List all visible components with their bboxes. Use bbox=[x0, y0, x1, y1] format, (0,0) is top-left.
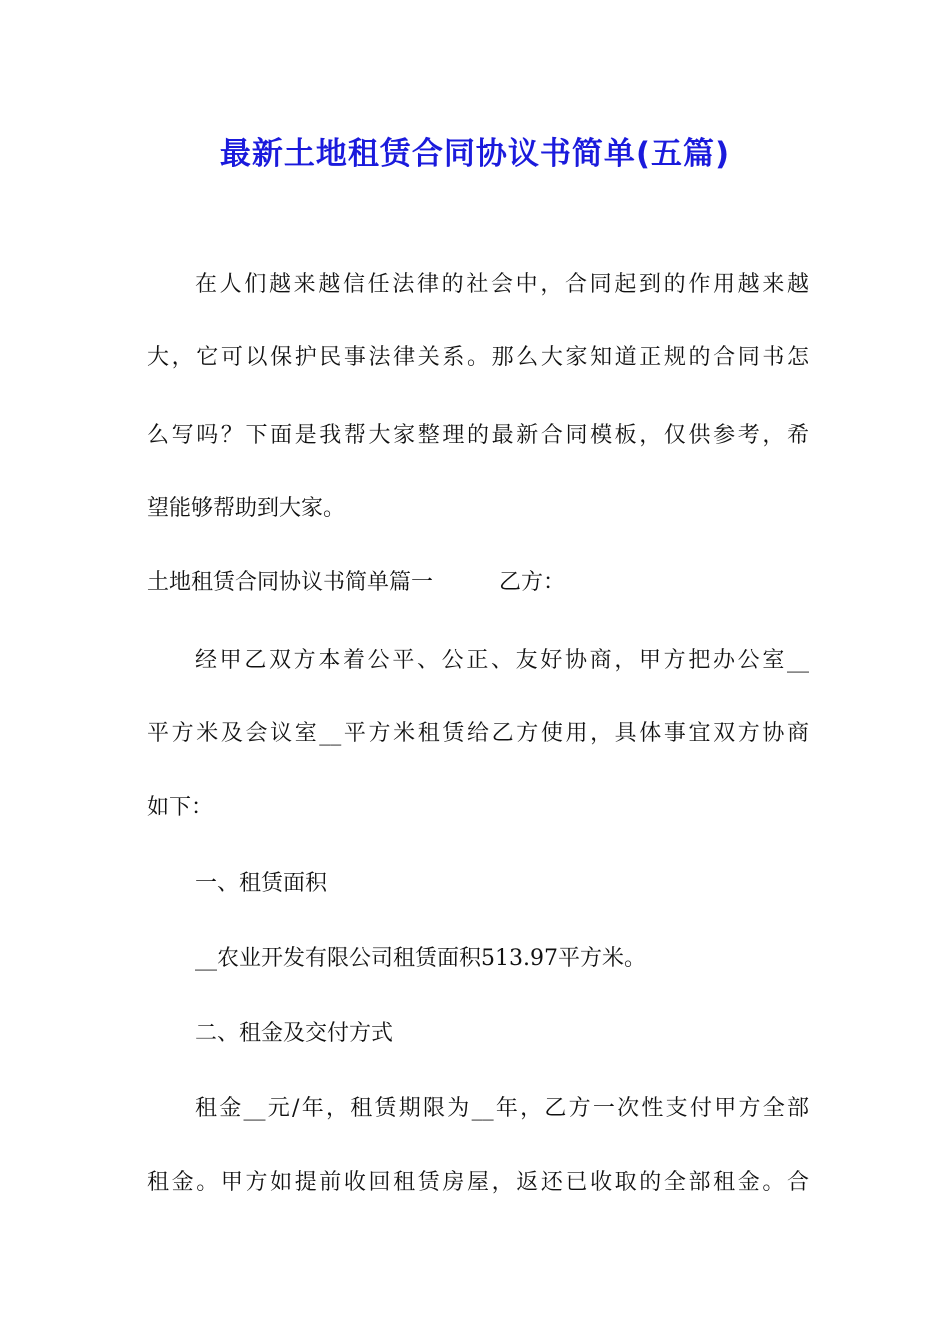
paragraph-line: 如下： bbox=[147, 795, 214, 820]
paragraph-line: 在人们越来越信任法律的社会中，合同起到的作用越来越 bbox=[195, 272, 809, 297]
paragraph-line: 么写吗？下面是我帮大家整理的最新合同模板，仅供参考，希 bbox=[147, 423, 809, 448]
paragraph-line: 租金。甲方如提前收回租赁房屋，返还已收取的全部租金。合 bbox=[147, 1170, 809, 1195]
clause-heading: 一、租赁面积 bbox=[195, 871, 328, 896]
paragraph-line: 租金__元/年，租赁期限为__年，乙方一次性支付甲方全部 bbox=[195, 1096, 809, 1121]
paragraph-line: __农业开发有限公司租赁面积513.97平方米。 bbox=[195, 946, 646, 971]
paragraph-line: 经甲乙双方本着公平、公正、友好协商，甲方把办公室__ bbox=[195, 648, 809, 673]
section-heading: 土地租赁合同协议书简单篇一 乙方： bbox=[147, 570, 566, 595]
document-title: 最新土地租赁合同协议书简单(五篇) bbox=[219, 136, 731, 172]
paragraph-line: 平方米及会议室__平方米租赁给乙方使用，具体事宜双方协商 bbox=[147, 721, 809, 746]
paragraph-line: 大，它可以保护民事法律关系。那么大家知道正规的合同书怎 bbox=[147, 345, 809, 370]
paragraph-line: 望能够帮助到大家。 bbox=[147, 496, 346, 521]
clause-heading: 二、租金及交付方式 bbox=[195, 1021, 394, 1046]
